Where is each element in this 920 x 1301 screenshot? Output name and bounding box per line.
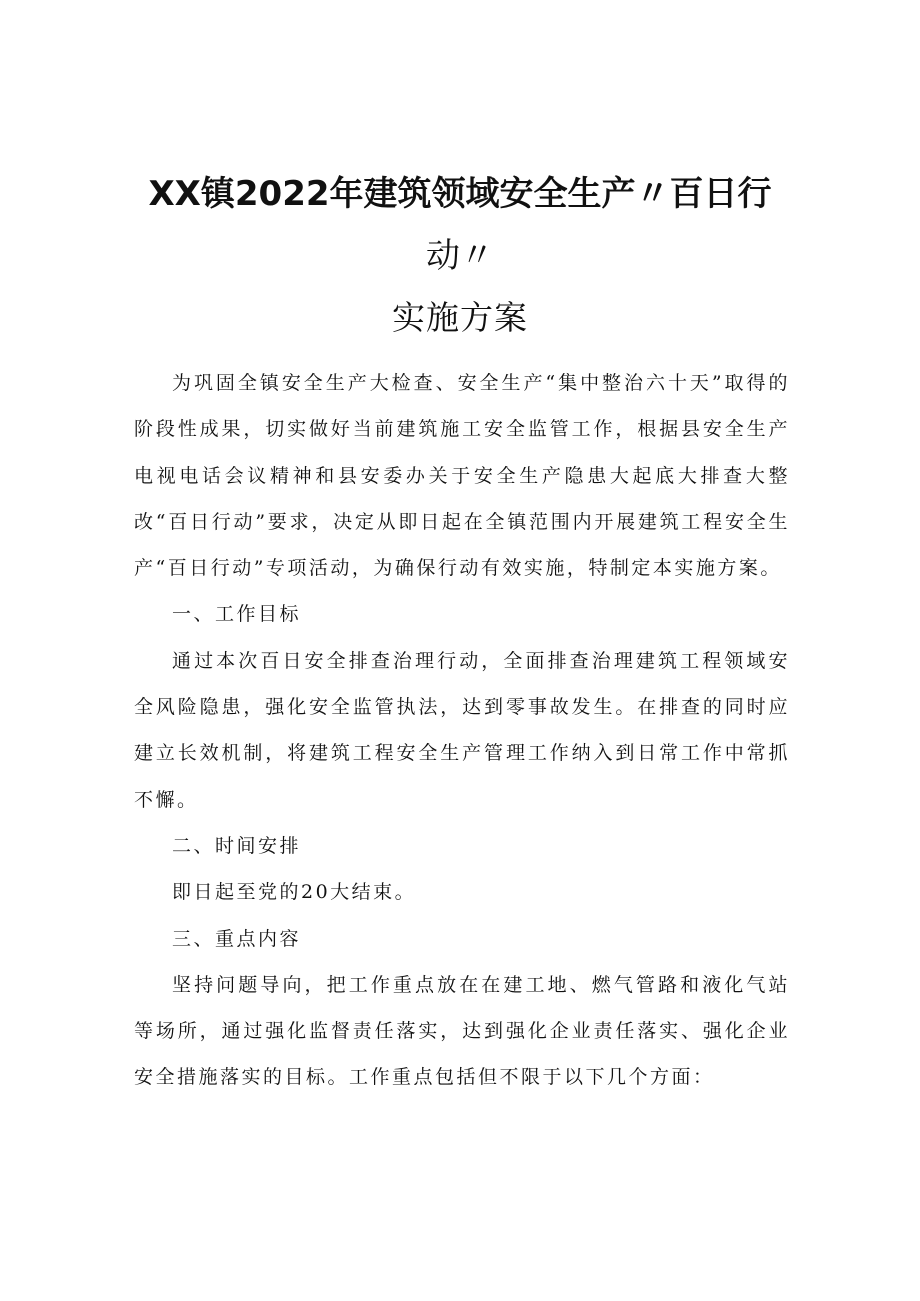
document-title-line-1: XX镇2022年建筑领域安全生产〃百日行: [148, 174, 772, 214]
section-heading-schedule: 二、时间安排: [172, 834, 302, 857]
section-heading-goals: 一、工作目标: [172, 603, 302, 626]
section-heading-key-content: 三、重点内容: [172, 927, 302, 950]
section-schedule-paragraph: 即日起至党的20大结束。: [172, 881, 417, 904]
document-title-line-2: 动〃: [426, 236, 494, 276]
document-subtitle: 实施方案: [392, 298, 528, 337]
section-goals-paragraph: 通过本次百日安全排查治理行动，全面排查治理建筑工程领域安全风险隐患，强化安全监管执法，达到零事故发生。在排查的同时应建立长效机制，将建筑工程安全生产管理工作纳入到日常工作中常抓不懈。: [134, 649, 790, 811]
section-key-content-paragraph: 坚持问题导向，把工作重点放在在建工地、燃气管路和液化气站等场所，通过强化监督责任落实，达到强化企业责任落实、强化企业安全措施落实的目标。工作重点包括但不限于以下几个方面：: [134, 973, 790, 1089]
intro-paragraph: 为巩固全镇安全生产大检查、安全生产“集中整治六十天”取得的阶段性成果，切实做好当前建筑施工安全监管工作，根据县安全生产电视电话会议精神和县安委办关于安全生产隐患大起底大排查大整改“百日行动”要求，决定从即日起在全镇范围内开展建筑工程安全生产“百日行动”专项活动，为确保行动有效实施，特制定本实施方案。: [134, 372, 790, 580]
document-body: [134, 360, 790, 1101]
